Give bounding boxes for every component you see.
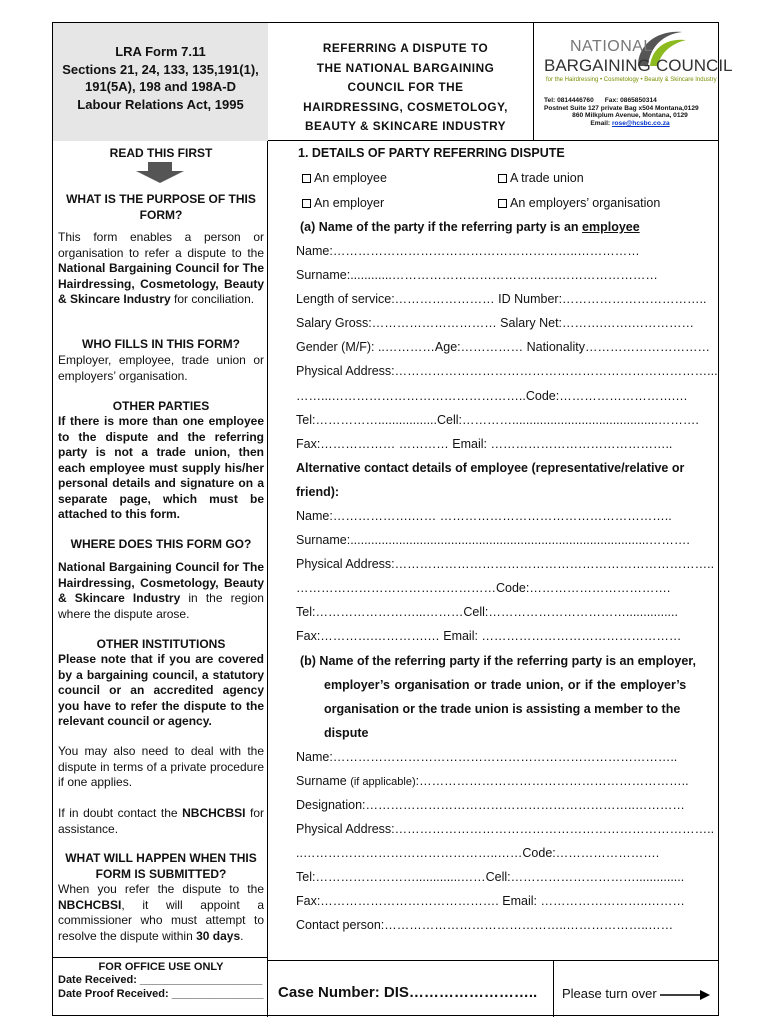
divider-header-mid: [533, 22, 534, 141]
doubt-text-part: for assistance.: [58, 806, 264, 836]
happen-text: [58, 882, 264, 944]
contact-email-link[interactable]: rose@hcsbc.co.za: [611, 119, 670, 127]
where-text-bold: National Bargaining Council for The Hairdressing, Cosmetology, Beauty & Skincare Industry: [58, 560, 264, 605]
party-code-field[interactable]: ..………………………………………..……Code:…………………….: [296, 846, 660, 860]
logo-national: NATIONAL: [570, 38, 653, 55]
alt-contact-heading: Alternative contact details of employee (representative/relative or: [296, 461, 685, 475]
party-surname-dots: :………………………………………………………..: [415, 774, 689, 788]
other-parties-text: If there is more than one employee to the dispute and the referring party is not a trade union, then each employee must supply his/her personal details and signature on a separate page, which must be attached to this form.: [58, 414, 264, 521]
institutions-text: Please note that if you are covered by a bargaining council, a statutory council or an accredited agency you have to refer the dispute to the relevant council or agency.: [58, 652, 264, 728]
alt-contact-heading-cont: friend):: [296, 485, 340, 499]
title-line: BEAUTY & SKINCARE INDUSTRY: [304, 119, 507, 133]
purpose-heading: WHAT IS THE PURPOSE OF THIS FORM?: [66, 192, 256, 222]
section-b-heading-cont: organisation or the trade union is assisting a member to the: [324, 702, 681, 716]
title-line: THE NATIONAL BARGAINING: [316, 60, 495, 75]
checkbox-employers-organisation[interactable]: [498, 196, 660, 210]
section-a-heading-underline: employee: [582, 220, 640, 234]
purpose-text-part: This form enables a person or organisation to refer a dispute to the: [58, 230, 264, 260]
party-name-field[interactable]: Name:………………………………………………………………………..: [296, 750, 678, 764]
private-procedure-text: You may also need to deal with the dispute in terms of a private procedure if one applies.: [58, 744, 264, 789]
who-text: Employer, employee, trade union or employers’ organisation.: [58, 353, 264, 383]
length-id-field[interactable]: Length of service:…………………… ID Number:……………………………..: [296, 292, 707, 306]
checkbox-label: An employers’ organisation: [510, 196, 661, 210]
contact-tel: Tel: 0814446760: [544, 97, 594, 104]
divider-header-left: [267, 22, 268, 1017]
contact-email-label: Email:: [590, 119, 612, 127]
divider-office: [52, 957, 267, 958]
alt-code-field[interactable]: …………………………………………Code:…………………………….: [296, 581, 671, 595]
checkbox-label: A trade union: [510, 171, 584, 185]
party-surname-field[interactable]: [296, 774, 689, 788]
other-parties-heading: OTHER PARTIES: [112, 399, 210, 413]
gender-age-nationality-field[interactable]: Gender (M/F): ..…………Age:…………… Nationality…………………………: [296, 340, 710, 354]
party-physical-address-field[interactable]: Physical Address:…………………………………………………………………..: [296, 822, 715, 836]
date-proof-received-field[interactable]: Date Proof Received: _______________: [58, 988, 264, 1000]
checkbox-box[interactable]: [302, 199, 311, 208]
where-text: [58, 560, 264, 622]
form-act: Labour Relations Act, 1995: [77, 96, 244, 112]
contact-fax: Fax: 0865850314: [604, 97, 657, 104]
party-tel-cell-field[interactable]: Tel:…………………….............……Cell:…………………………..............: [296, 870, 685, 884]
turn-over-note: [562, 986, 657, 1001]
section-a-heading: [300, 220, 640, 234]
form-title: [278, 39, 533, 137]
alt-surname-field[interactable]: Surname:......................................................................................……….: [296, 533, 690, 547]
doubt-text-bold: NBCHCBSI: [182, 806, 246, 820]
form-sections-cont: 191(5A), 198 and 198A-D: [84, 79, 236, 94]
section-a-heading-text: (a) Name of the party if the referring party is an: [300, 220, 583, 234]
turn-over-text: Please turn over: [562, 986, 657, 1001]
institutions-heading: OTHER INSTITUTIONS: [96, 637, 226, 651]
checkbox-employer[interactable]: [302, 196, 384, 210]
checkbox-box[interactable]: [498, 199, 507, 208]
logo-council: COUNCIL: [656, 56, 733, 75]
form-number: LRA Form 7.11: [115, 44, 206, 59]
tel-cell-field[interactable]: Tel:…………….................Cell:…………..........................................……….: [296, 413, 699, 427]
section-b-heading-cont: dispute: [324, 726, 369, 740]
title-line: HAIRDRESSING, COSMETOLOGY,: [303, 99, 508, 114]
party-fax-email-field[interactable]: Fax:……………………………………. Email: ……………………..………: [296, 894, 685, 908]
contact-person-field[interactable]: Contact person:……………………………………..………………..……: [296, 918, 674, 932]
logo-bargaining: BARGAINING: [544, 56, 651, 75]
happen-days-bold: 30 days: [196, 928, 241, 943]
alt-tel-cell-field[interactable]: Tel:……………………...………Cell:……………………………...............: [296, 605, 678, 619]
section-1-title: 1. DETAILS OF PARTY REFERRING DISPUTE: [298, 146, 565, 160]
contact-details: [544, 97, 716, 127]
checkbox-trade-union[interactable]: [498, 171, 584, 185]
purpose-text: [58, 230, 264, 308]
logo-tagline: for the Hairdressing • Cosmetology • Beauty & Skincare Industry: [546, 77, 717, 83]
purpose-text-part: for conciliation.: [170, 292, 255, 306]
case-number-field[interactable]: Case Number: DIS……………………..: [278, 984, 538, 1001]
alt-name-field[interactable]: Name:……………….…… ………………………………………………..: [296, 509, 672, 523]
fax-email-field[interactable]: Fax:……………… ………… Email: ……………………………………..: [296, 437, 673, 451]
office-use-heading: FOR OFFICE USE ONLY: [98, 961, 224, 973]
happen-heading: WHAT WILL HAPPEN WHEN THIS FORM IS SUBMITTED?: [65, 851, 257, 881]
divider-footer: [267, 960, 719, 961]
physical-address-field[interactable]: Physical Address:…………………………………………………………………...: [296, 364, 718, 378]
happen-text-part: .: [240, 928, 244, 943]
designation-field[interactable]: Designation:………………………………………………………..…………: [296, 798, 685, 812]
party-surname-label: Surname: [296, 774, 351, 788]
checkbox-box[interactable]: [498, 174, 507, 183]
party-surname-note: (if applicable): [350, 776, 416, 788]
form-reference-panel: [53, 23, 268, 141]
date-received-field[interactable]: Date Received: ____________________: [58, 974, 263, 986]
contact-postnet: Postnet Suite 127 private Bag x504 Montana,0129: [544, 104, 699, 112]
where-text-part: in the region where the dispute arose.: [58, 591, 264, 621]
doubt-text: [58, 806, 264, 837]
section-b-heading: (b) Name of the referring party if the referring party is an employer,: [300, 654, 696, 668]
who-heading: WHO FILLS IN THIS FORM?: [82, 337, 240, 351]
title-line: COUNCIL FOR THE: [347, 80, 464, 94]
title-line: REFERRING A DISPUTE TO: [322, 41, 489, 55]
form-sections: Sections 21, 24, 133, 135,191(1),: [62, 61, 259, 77]
checkbox-label: An employee: [314, 171, 387, 185]
purpose-text-bold: National Bargaining Council for The Hairdressing, Cosmetology, Beauty & Skincare Industry: [58, 261, 264, 306]
arrow-right-icon: [660, 989, 710, 1001]
section-b-heading-cont: employer’s organisation or trade union, or if the employer’s: [324, 678, 687, 692]
salary-field[interactable]: Salary Gross:………………………… Salary Net:……….…….……………: [296, 316, 694, 330]
council-logo: [538, 26, 733, 96]
alt-physical-address-field[interactable]: Physical Address:…………………………………………………………………..: [296, 557, 715, 571]
doubt-text-part: If in doubt contact the: [58, 806, 183, 820]
divider-footer-mid: [553, 960, 554, 1017]
down-arrow-icon: [136, 162, 184, 184]
happen-text-part: When you refer the dispute to the: [58, 882, 264, 896]
where-heading: WHERE DOES THIS FORM GO?: [70, 537, 252, 551]
employee-surname-field[interactable]: Surname:............………………………………….……………………: [296, 268, 658, 282]
checkbox-box[interactable]: [302, 174, 311, 183]
checkbox-employee[interactable]: [302, 171, 387, 185]
employee-name-field[interactable]: Name:…………………………………………………..……………: [296, 244, 640, 258]
happen-text-bold: NBCHCBSI: [58, 897, 122, 912]
alt-fax-email-field[interactable]: Fax:………….………….… Email: …………………………………………: [296, 629, 682, 643]
read-first-heading: READ THIS FIRST: [109, 146, 213, 160]
happen-text-part: , it will appoint a commissioner who must attempt to resolve the dispute within: [58, 897, 264, 943]
code-field[interactable]: ……...………………………………………..Code:……………………….…: [296, 389, 688, 403]
contact-address: 860 Milkplum Avenue, Montana, 0129: [572, 112, 688, 120]
checkbox-label: An employer: [314, 196, 385, 210]
